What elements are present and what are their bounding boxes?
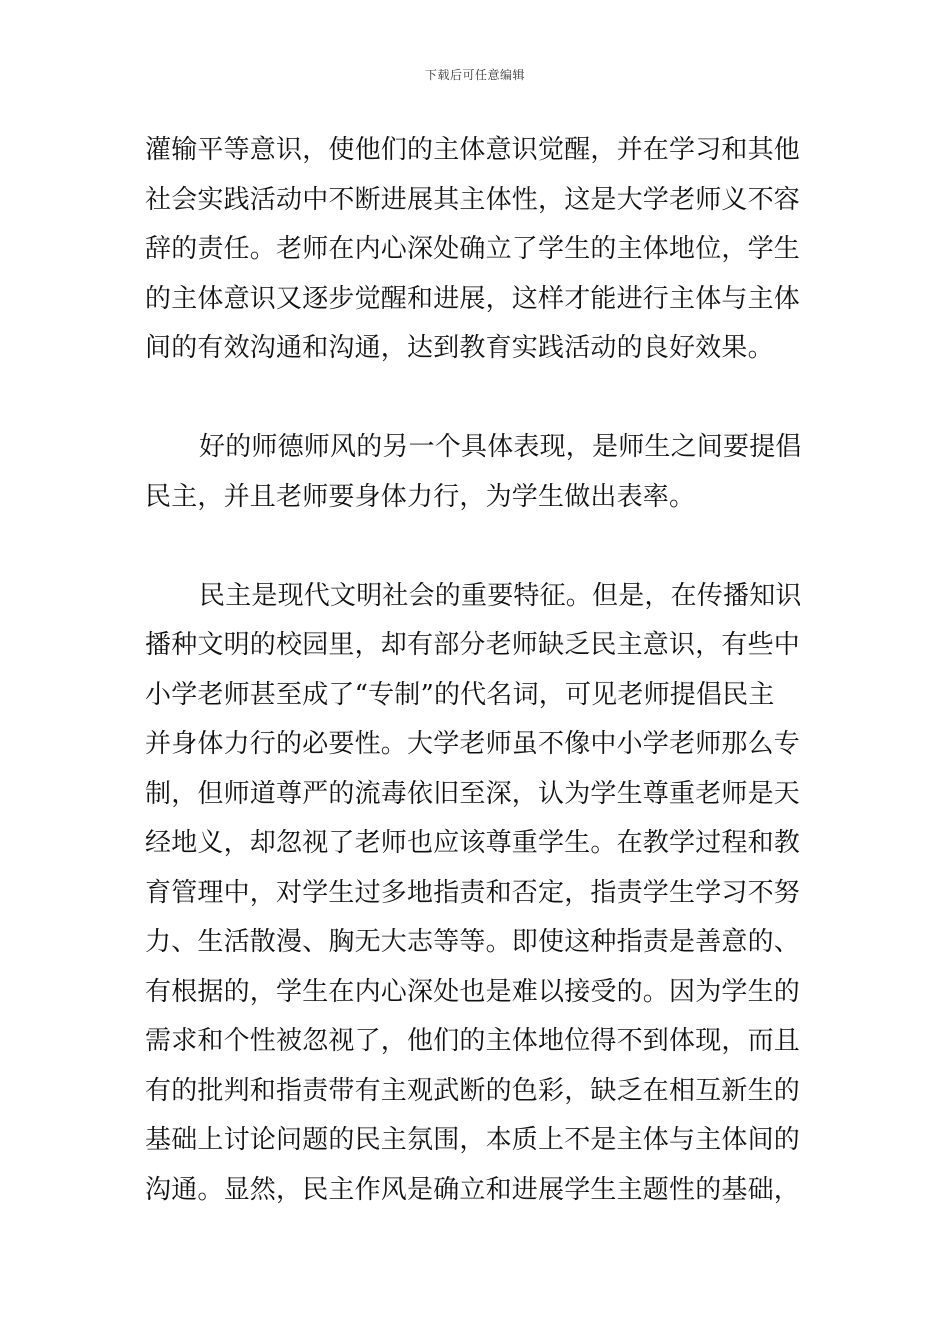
text-line: 经地义，却忽视了老师也应该尊重学生。在教学过程和教 bbox=[145, 828, 801, 858]
paragraph-gap bbox=[145, 374, 810, 424]
paragraph-gap bbox=[145, 522, 810, 572]
text-line: 民主是现代文明社会的重要特征。但是，在传播知识 bbox=[199, 580, 802, 611]
text-line: 的主体意识又逐步觉醒和进展，这样才能进行主体与主体 bbox=[145, 283, 801, 314]
text-line: 力、生活散漫、胸无大志等等。即使这种指责是善意的、 bbox=[145, 927, 801, 957]
paragraph bbox=[145, 423, 810, 522]
text-line: 育管理中，对学生过多地指责和否定，指责学生学习不努 bbox=[145, 877, 801, 908]
document-body bbox=[145, 126, 810, 1215]
text-line: 有根据的，学生在内心深处也是难以接受的。因为学生的 bbox=[145, 976, 801, 1007]
text-line: 并身体力行的必要性。大学老师虽不像中小学老师那么专 bbox=[145, 729, 801, 759]
text-line: 沟通。显然，民主作风是确立和进展学生主题性的基础， bbox=[145, 1174, 801, 1205]
text-line: 民主，并且老师要身体力行，为学生做出表率。 bbox=[145, 481, 696, 512]
paragraph bbox=[145, 572, 810, 1216]
text-line: 有的批判和指责带有主观武断的色彩，缺乏在相互新生的 bbox=[145, 1075, 801, 1106]
text-line: 社会实践活动中不断进展其主体性，这是大学老师义不容 bbox=[145, 184, 801, 215]
paragraph bbox=[145, 126, 810, 374]
text-line: 好的师德师风的另一个具体表现，是师生之间要提倡 bbox=[199, 432, 802, 462]
text-line: 需求和个性被忽视了，他们的主体地位得不到体现，而且 bbox=[145, 1026, 801, 1056]
text-line: 播种文明的校园里，却有部分老师缺乏民主意识，有些中 bbox=[145, 630, 801, 660]
page-header: 下载后可任意编辑 bbox=[424, 68, 525, 82]
text-line: 间的有效沟通和沟通，达到教育实践活动的良好效果。 bbox=[145, 333, 774, 363]
text-line: 灌输平等意识，使他们的主体意识觉醒，并在学习和其他 bbox=[145, 135, 801, 165]
text-line: 小学老师甚至成了“专制”的代名词，可见老师提倡民主 bbox=[145, 679, 775, 710]
text-line: 制，但师道尊严的流毒依旧至深，认为学生尊重老师是天 bbox=[145, 778, 801, 809]
text-line: 基础上讨论问题的民主氛围，本质上不是主体与主体间的 bbox=[145, 1125, 801, 1155]
text-line: 辞的责任。老师在内心深处确立了学生的主体地位，学生 bbox=[145, 234, 801, 264]
